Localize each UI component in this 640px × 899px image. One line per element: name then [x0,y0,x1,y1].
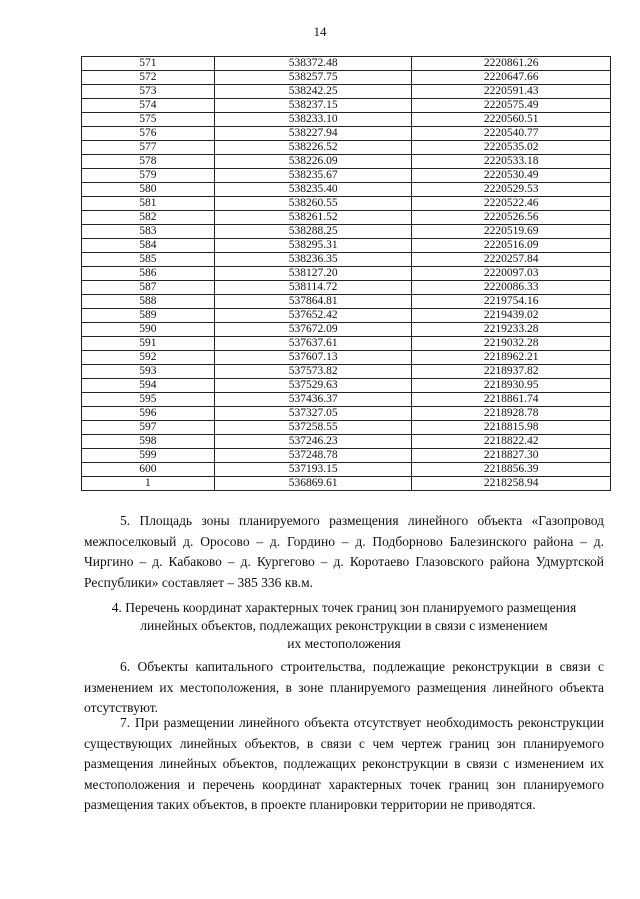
table-row [82,155,611,169]
table-row [82,477,611,491]
y-coordinate-cell: 2220519.69 [412,225,611,239]
table-row [82,365,611,379]
point-number-cell: 595 [82,393,215,407]
y-coordinate-cell: 2220861.26 [412,57,611,71]
x-coordinate-cell: 538237.15 [214,99,412,113]
table-row [82,71,611,85]
y-coordinate-cell: 2219439.02 [412,309,611,323]
table-row [82,183,611,197]
point-number-cell: 600 [82,463,215,477]
x-coordinate-cell: 537193.15 [214,463,412,477]
x-coordinate-cell: 538260.55 [214,197,412,211]
table-row [82,351,611,365]
y-coordinate-cell: 2218962.21 [412,351,611,365]
y-coordinate-cell: 2218258.94 [412,477,611,491]
y-coordinate-cell: 2218815.98 [412,421,611,435]
point-number-cell: 593 [82,365,215,379]
table-row [82,463,611,477]
table-row [82,281,611,295]
x-coordinate-cell: 538235.40 [214,183,412,197]
x-coordinate-cell: 538372.48 [214,57,412,71]
point-number-cell: 587 [82,281,215,295]
x-coordinate-cell: 538226.09 [214,155,412,169]
y-coordinate-cell: 2220529.53 [412,183,611,197]
point-number-cell: 594 [82,379,215,393]
y-coordinate-cell: 2220086.33 [412,281,611,295]
x-coordinate-cell: 537864.81 [214,295,412,309]
table-row [82,393,611,407]
y-coordinate-cell: 2220257.84 [412,253,611,267]
table-row [82,197,611,211]
section-4-heading-line-1: 4. Перечень координат характерных точек границ зон планируемого размещения [111,600,577,615]
x-coordinate-cell: 537246.23 [214,435,412,449]
point-number-cell: 586 [82,267,215,281]
x-coordinate-cell: 537652.42 [214,309,412,323]
point-number-cell: 583 [82,225,215,239]
x-coordinate-cell: 537529.63 [214,379,412,393]
coordinates-table [81,56,611,491]
x-coordinate-cell: 537436.37 [214,393,412,407]
point-number-cell: 582 [82,211,215,225]
x-coordinate-cell: 537258.55 [214,421,412,435]
y-coordinate-cell: 2218822.42 [412,435,611,449]
y-coordinate-cell: 2220591.43 [412,85,611,99]
table-row [82,323,611,337]
table-row [82,253,611,267]
point-number-cell: 585 [82,253,215,267]
x-coordinate-cell: 538288.25 [214,225,412,239]
point-number-cell: 576 [82,127,215,141]
table-row [82,57,611,71]
point-number-cell: 598 [82,435,215,449]
point-number-cell: 575 [82,113,215,127]
y-coordinate-cell: 2220526.56 [412,211,611,225]
x-coordinate-cell: 538295.31 [214,239,412,253]
x-coordinate-cell: 538114.72 [214,281,412,295]
x-coordinate-cell: 537637.61 [214,337,412,351]
table-row [82,127,611,141]
y-coordinate-cell: 2220522.46 [412,197,611,211]
point-number-cell: 1 [82,477,215,491]
paragraph-6-objects: 6. Объекты капитального строительства, подлежащие реконструкции в связи с изменением их местоположения, в зоне планируемого размещения линейного объекта отсутствуют. [84,659,604,715]
y-coordinate-cell: 2219754.16 [412,295,611,309]
table-row [82,295,611,309]
point-number-cell: 572 [82,71,215,85]
point-number-cell: 571 [82,57,215,71]
point-number-cell: 590 [82,323,215,337]
paragraph-7-reconstruction: 7. При размещении линейного объекта отсутствует необходимость реконструкции существующих линейных объектов, в связи с чем чертеж границ зон планируемого размещения линейных объектов, подлежащих реконструкции в связи с изменением их местоположения и перечень координат характерных точек границ зон планируемого размещения таких объектов, в проекте планировки территории не приводятся. [84,715,604,812]
table-row [82,309,611,323]
y-coordinate-cell: 2220533.18 [412,155,611,169]
table-row [82,239,611,253]
x-coordinate-cell: 538242.25 [214,85,412,99]
x-coordinate-cell: 536869.61 [214,477,412,491]
y-coordinate-cell: 2220647.66 [412,71,611,85]
point-number-cell: 577 [82,141,215,155]
x-coordinate-cell: 538236.35 [214,253,412,267]
point-number-cell: 578 [82,155,215,169]
point-number-cell: 581 [82,197,215,211]
x-coordinate-cell: 538226.52 [214,141,412,155]
point-number-cell: 588 [82,295,215,309]
table-row [82,435,611,449]
point-number-cell: 580 [82,183,215,197]
point-number-cell: 589 [82,309,215,323]
y-coordinate-cell: 2220530.49 [412,169,611,183]
table-row [82,407,611,421]
table-row [82,337,611,351]
table-row [82,99,611,113]
y-coordinate-cell: 2220535.02 [412,141,611,155]
y-coordinate-cell: 2219032.28 [412,337,611,351]
point-number-cell: 591 [82,337,215,351]
x-coordinate-cell: 538261.52 [214,211,412,225]
table-row [82,379,611,393]
x-coordinate-cell: 537573.82 [214,365,412,379]
x-coordinate-cell: 538127.20 [214,267,412,281]
x-coordinate-cell: 537327.05 [214,407,412,421]
y-coordinate-cell: 2218861.74 [412,393,611,407]
point-number-cell: 599 [82,449,215,463]
x-coordinate-cell: 537248.78 [214,449,412,463]
y-coordinate-cell: 2218937.82 [412,365,611,379]
point-number-cell: 597 [82,421,215,435]
x-coordinate-cell: 538235.67 [214,169,412,183]
y-coordinate-cell: 2218827.30 [412,449,611,463]
page-number: 14 [313,24,327,39]
x-coordinate-cell: 537672.09 [214,323,412,337]
point-number-cell: 584 [82,239,215,253]
x-coordinate-cell: 538227.94 [214,127,412,141]
table-row [82,421,611,435]
y-coordinate-cell: 2218930.95 [412,379,611,393]
x-coordinate-cell: 537607.13 [214,351,412,365]
table-row [82,169,611,183]
paragraph-5-area: 5. Площадь зоны планируемого размещения линейного объекта «Газопровод межпоселковый д. Оросово – д. Гордино – д. Подборново Балезинского района – д. Чиргино – д. Кабаково – д. Кургегово – д. Коротаево Глазовского района Удмуртской Республики» составляет – 385 336 кв.м. [84,513,604,590]
table-row [82,267,611,281]
section-4-heading-line-2: линейных объектов, подлежащих реконструкции в связи с изменением [140,618,548,633]
x-coordinate-cell: 538257.75 [214,71,412,85]
point-number-cell: 592 [82,351,215,365]
section-4-heading [84,599,604,653]
point-number-cell: 574 [82,99,215,113]
y-coordinate-cell: 2218928.78 [412,407,611,421]
y-coordinate-cell: 2220560.51 [412,113,611,127]
y-coordinate-cell: 2220097.03 [412,267,611,281]
y-coordinate-cell: 2220575.49 [412,99,611,113]
table-row [82,85,611,99]
point-number-cell: 579 [82,169,215,183]
table-row [82,449,611,463]
y-coordinate-cell: 2218856.39 [412,463,611,477]
y-coordinate-cell: 2220540.77 [412,127,611,141]
table-row [82,113,611,127]
section-4-heading-line-3: их местоположения [287,636,401,651]
x-coordinate-cell: 538233.10 [214,113,412,127]
table-row [82,141,611,155]
y-coordinate-cell: 2219233.28 [412,323,611,337]
point-number-cell: 573 [82,85,215,99]
point-number-cell: 596 [82,407,215,421]
table-row [82,211,611,225]
table-row [82,225,611,239]
y-coordinate-cell: 2220516.09 [412,239,611,253]
